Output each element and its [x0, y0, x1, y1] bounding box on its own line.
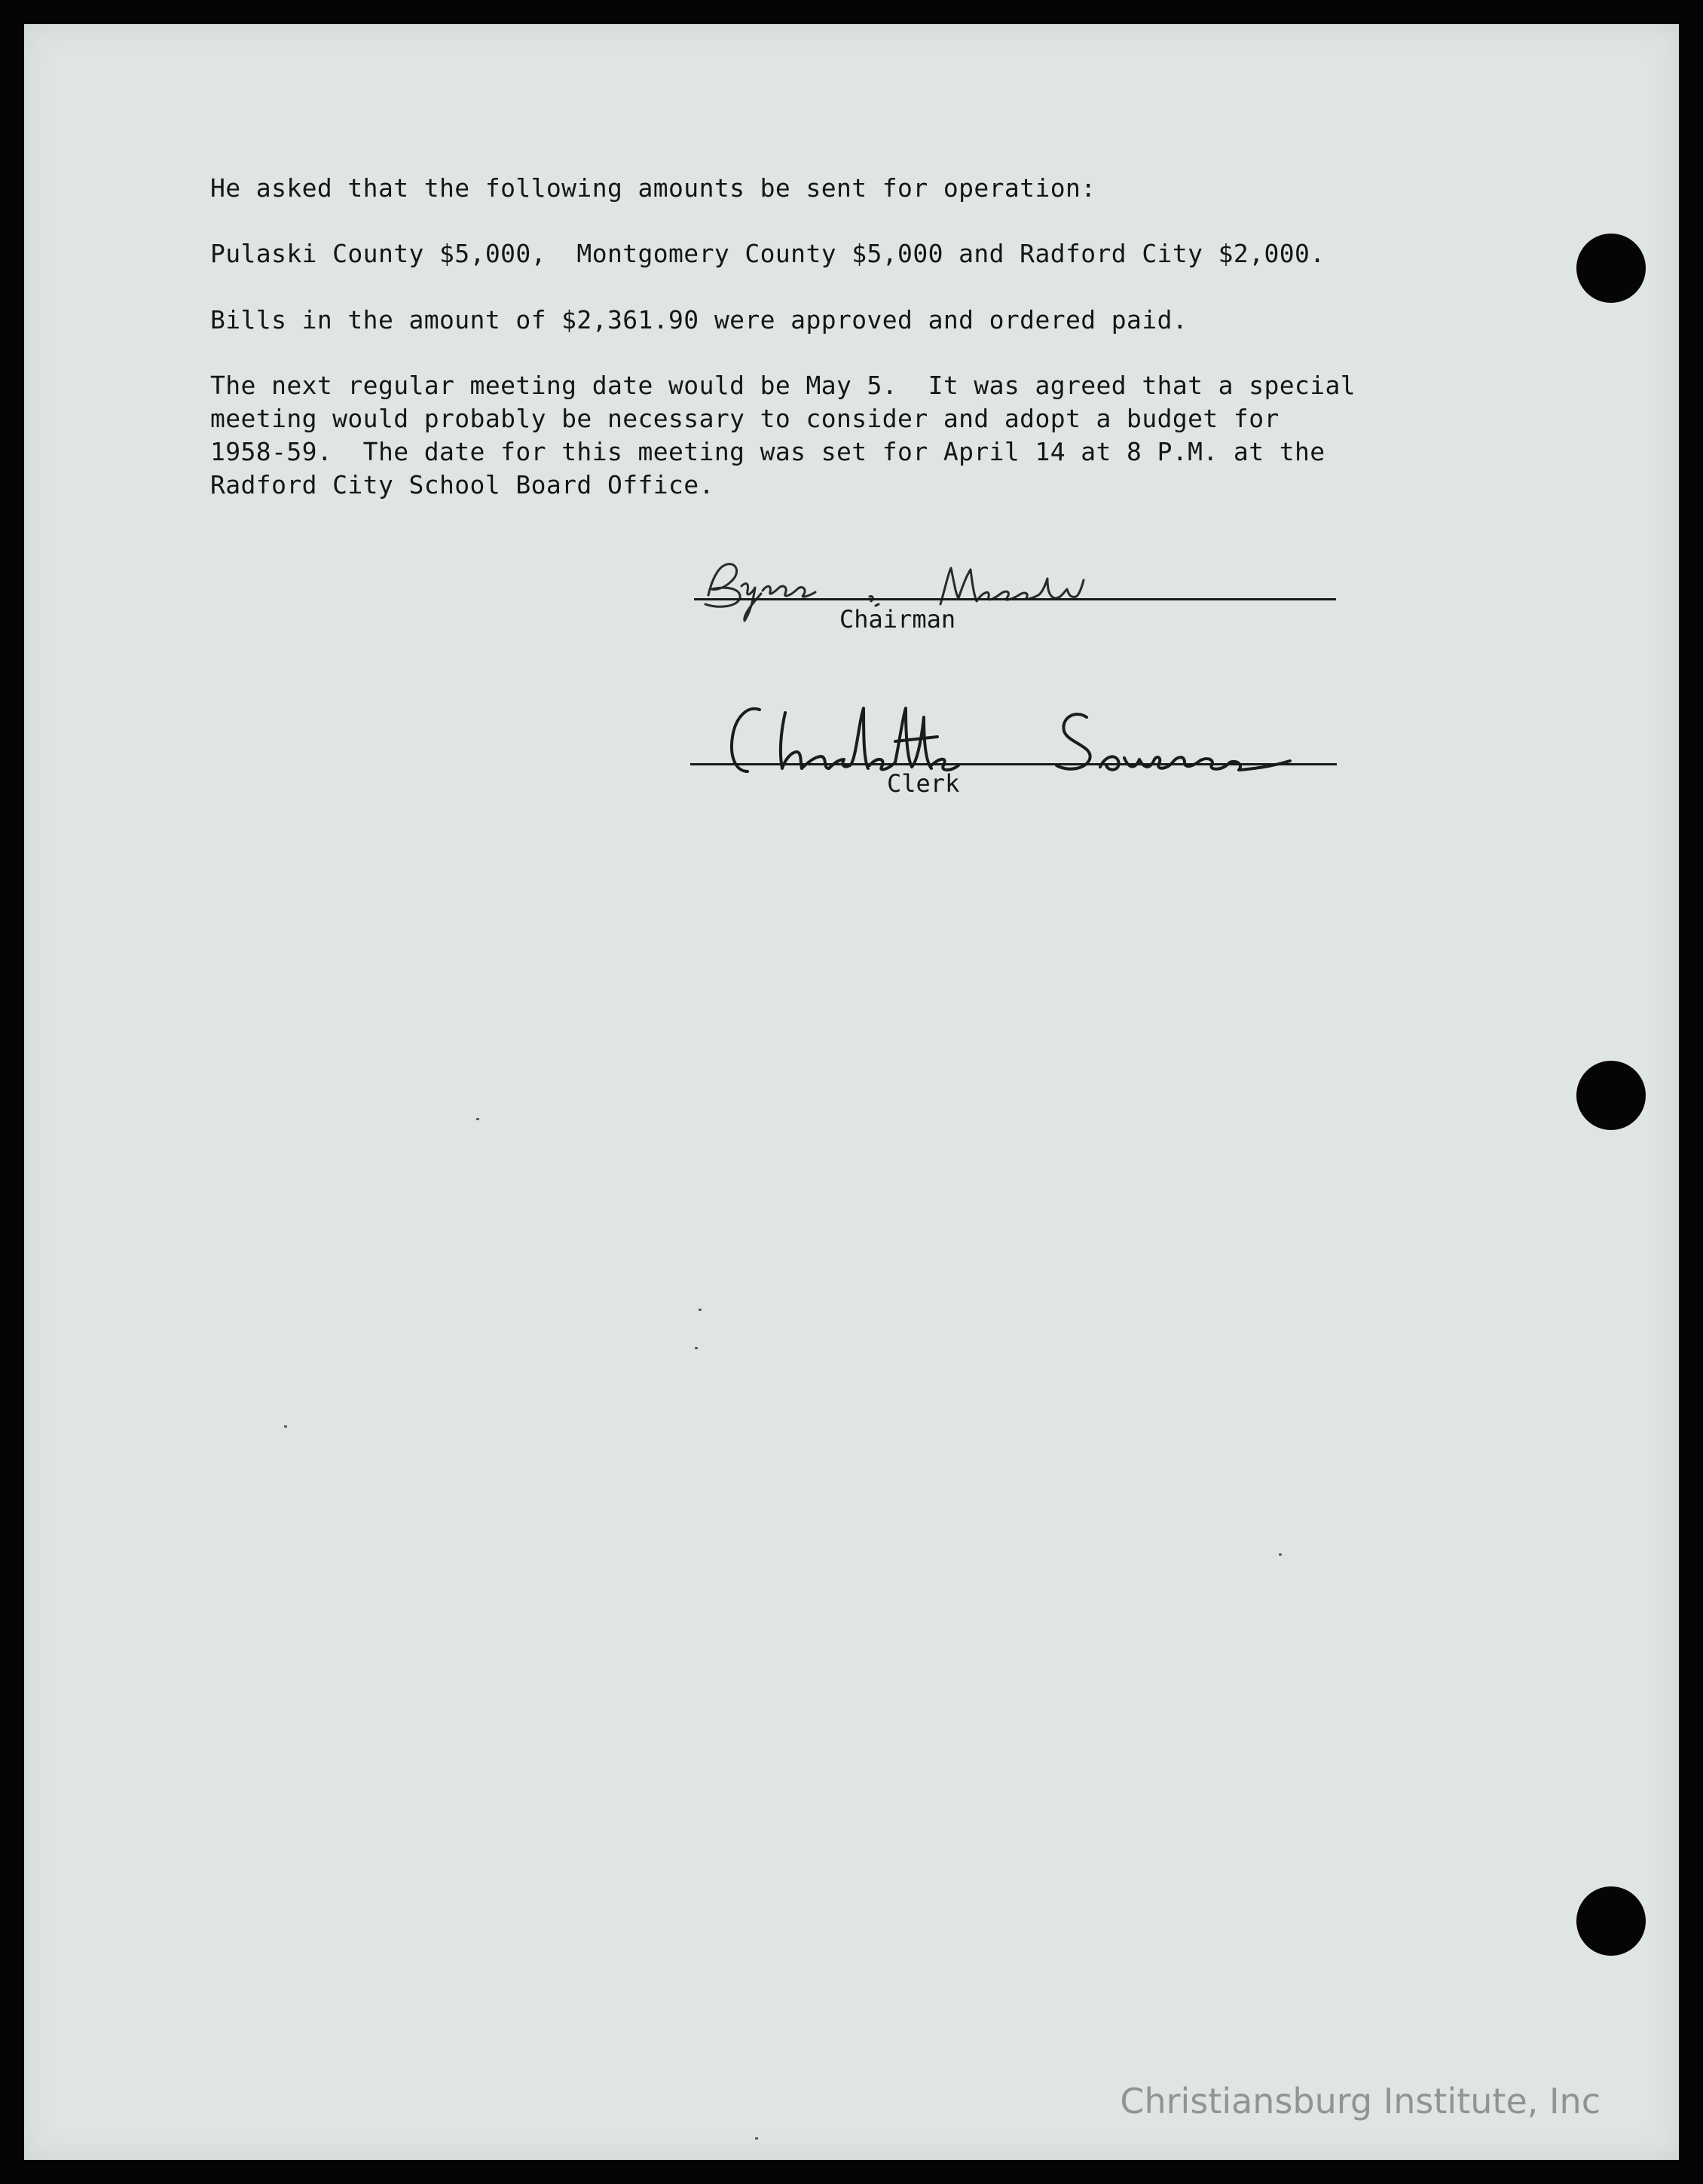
paper-speck [699, 1309, 702, 1311]
clerk-signature-line [690, 763, 1337, 765]
watermark-text: Christiansburg Institute, Inc [1120, 2081, 1601, 2121]
paper-speck [755, 2137, 758, 2140]
paper-speck [476, 1118, 479, 1120]
punch-hole-top [1576, 234, 1646, 303]
chairman-signature [695, 551, 1222, 634]
document-page [24, 24, 1679, 2160]
paragraph-operation-request: He asked that the following amounts be sent for operation: [210, 173, 1096, 203]
paper-speck [1279, 1553, 1282, 1556]
paper-speck [284, 1425, 287, 1428]
punch-hole-middle [1576, 1061, 1646, 1130]
chairman-label: Chairman [839, 605, 956, 634]
paragraph-bills-approved: Bills in the amount of $2,361.90 were approved and ordered paid. [210, 305, 1188, 334]
chairman-signature-line [694, 598, 1336, 600]
paragraph-next-meeting: The next regular meeting date would be May 5. It was agreed that a special meeting would probably be necessary to consider and adopt a budget for 1958-59. The date for this meeting was set for April 14 at 8 P.M. at the Radford City School Board Office. [210, 371, 1356, 499]
paper-speck [695, 1347, 698, 1349]
clerk-signature [702, 687, 1365, 793]
punch-hole-bottom [1576, 1886, 1646, 1956]
clerk-label: Clerk [887, 769, 960, 798]
paragraph-county-amounts: Pulaski County $5,000, Montgomery County $5,000 and Radford City $2,000. [210, 239, 1325, 268]
